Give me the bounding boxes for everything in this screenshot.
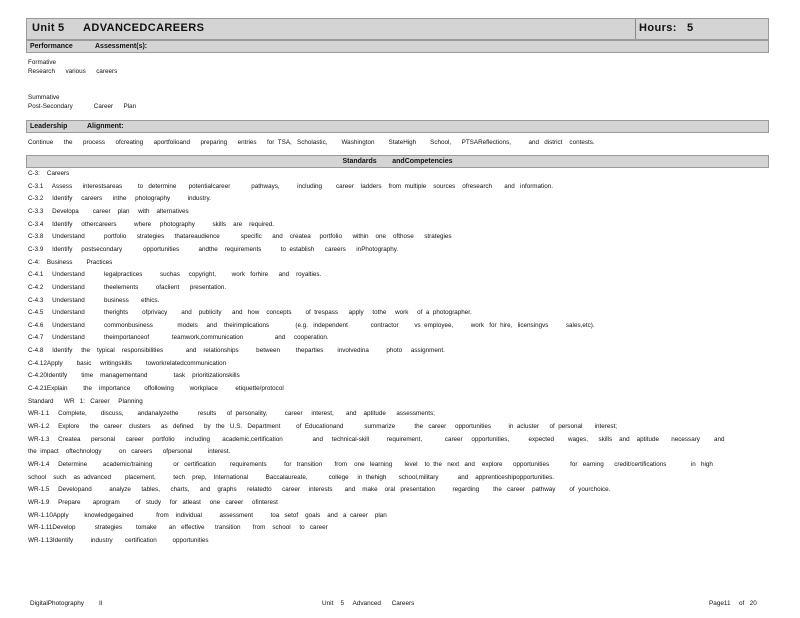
summative-label: Summative bbox=[28, 94, 60, 101]
performance-assessment-header bbox=[26, 40, 769, 53]
unit-header-bar bbox=[26, 18, 769, 40]
standard-line: C-4: Business Practices bbox=[28, 258, 113, 266]
standard-line: WR-1.13Identify industry certification opportunities bbox=[28, 536, 209, 544]
header-divider bbox=[635, 19, 636, 39]
assessments-label: Assessment(s): bbox=[95, 43, 148, 50]
formative-label: Formative bbox=[28, 59, 56, 66]
standards-header bbox=[26, 155, 769, 168]
standard-line: C-4.3 Understand business ethics. bbox=[28, 296, 160, 304]
standard-line: C-4.5 Understand therights ofprivacy and publicity and how concepts of trespass apply tothe work of a photographer. bbox=[28, 309, 472, 317]
standard-line: C-3: Careers bbox=[28, 170, 70, 177]
leadership-label: Leadership bbox=[30, 123, 68, 130]
leadership-alignment-header bbox=[26, 120, 769, 133]
standard-line: C-3.9 Identify postsecondary opportunities andthe requirements to establish careers inPhotography. bbox=[28, 245, 399, 253]
standard-line: C-4.6 Understand commonbusiness models and theirimplications (e.g. independent contractor vs employee, work for hire, licensingvs sales,etc). bbox=[28, 321, 595, 329]
unit-title: ADVANCEDCAREERS bbox=[83, 22, 205, 34]
standard-line: C-4.12Apply basic writingskills toworkrelatedcommunication bbox=[28, 359, 227, 367]
performance-label: Performance bbox=[30, 43, 73, 50]
standard-line: C-4.1 Understand legalpractices suchas copyright, work forhire and royalties. bbox=[28, 271, 322, 279]
leadership-text: Continue the process ofcreating aportfolioand preparing entries for TSA, Scholastic, Washington StateHigh School, PTSAReflections, and district contests. bbox=[28, 139, 595, 146]
standard-line: WR-1.4 Determine academic/training or certification requirements for transition from one learning level to the next and explore opportunities for earning credit/certifications in high bbox=[28, 460, 713, 468]
footer-course-level: II bbox=[99, 600, 103, 607]
standard-line: Standard WR 1: Career Planning bbox=[28, 397, 143, 405]
standard-line: WR-1.10Apply knowledgegained from individual assessment toa setof goals and a career plan bbox=[28, 511, 387, 519]
standard-line: C-3.2 Identify careers inthe photography industry. bbox=[28, 195, 211, 203]
standard-line: C-4.21Explain the importance offollowing workplace etiquette/protocol bbox=[28, 385, 284, 393]
footer-course-title: DigitalPhotography bbox=[30, 600, 84, 607]
unit-number: 5 bbox=[58, 22, 65, 34]
footer-page-total: of 20 bbox=[739, 600, 757, 607]
standard-line: WR-1.2 Explore the career clusters as defined by the U.S. Department of Educationand summarize the career opportunities in acluster of personal interest; bbox=[28, 423, 618, 430]
standard-line: C-3.1 Assess interestsareas to determine potentialcareer pathways, including career ladders from multiple sources ofresearch and information. bbox=[28, 182, 553, 190]
standard-line: C-4.2 Understand theelements ofaclient presentation. bbox=[28, 283, 227, 291]
standard-line: WR-1.3 Createa personal career portfolio including academic,certification and technical-skill requirement, career opportunities, expected wages, skills and aptitude necessary and bbox=[28, 435, 725, 443]
footer-unit: Unit 5 Advanced Careers bbox=[322, 600, 415, 607]
standard-line: the impact oftechnology on careers ofpersonal interest. bbox=[28, 448, 231, 456]
standard-line: C-4.7 Understand theimportanceof teamwork,communication and cooperation. bbox=[28, 334, 329, 342]
alignment-label: Alignment: bbox=[87, 123, 124, 130]
hours-value: 5 bbox=[687, 22, 694, 34]
standard-line: C-4.20Identify time managementand task prioritizationskills bbox=[28, 372, 240, 380]
summative-text: Post-Secondary Career Plan bbox=[28, 103, 137, 110]
standard-line: C-3.4 Identify othercareers where photography skills are required. bbox=[28, 220, 275, 228]
standard-line: C-4.8 Identify the typical responsibilities and relationships between theparties involvedina photo assignment. bbox=[28, 347, 445, 355]
standard-line: WR-1.5 Developand analyze tables, charts, and graphs relatedto career interests and make oral presentation regarding the career pathway of yourchoice. bbox=[28, 486, 611, 494]
hours-label: Hours: bbox=[639, 22, 677, 34]
formative-text: Research various careers bbox=[28, 68, 118, 75]
standards-title: Standards andCompetencies bbox=[342, 158, 453, 165]
standard-line: WR-1.11Develop strategies tomake an effective transition from school to career bbox=[28, 524, 328, 532]
unit-label: Unit bbox=[32, 22, 55, 34]
standard-line: WR-1.9 Prepare aprogram of study for atleast one career ofinterest bbox=[28, 498, 278, 506]
standard-line: C-3.3 Developa career plan with alternatives bbox=[28, 207, 189, 215]
standard-line: WR-1.1 Complete, discuss, andanalyzethe results of personality, career interest, and aptitude assessments; bbox=[28, 410, 435, 418]
standard-line: school such as advanced placement, tech prep, International Baccalaureate, college in thehigh school,military and apprenticeshipopportunities. bbox=[28, 473, 555, 481]
footer-page-number: Page11 bbox=[709, 600, 731, 607]
standard-line: C-3.8 Understand portfolio strategies thatareaudience specific and createa portfolio within one ofthose strategies bbox=[28, 233, 452, 241]
